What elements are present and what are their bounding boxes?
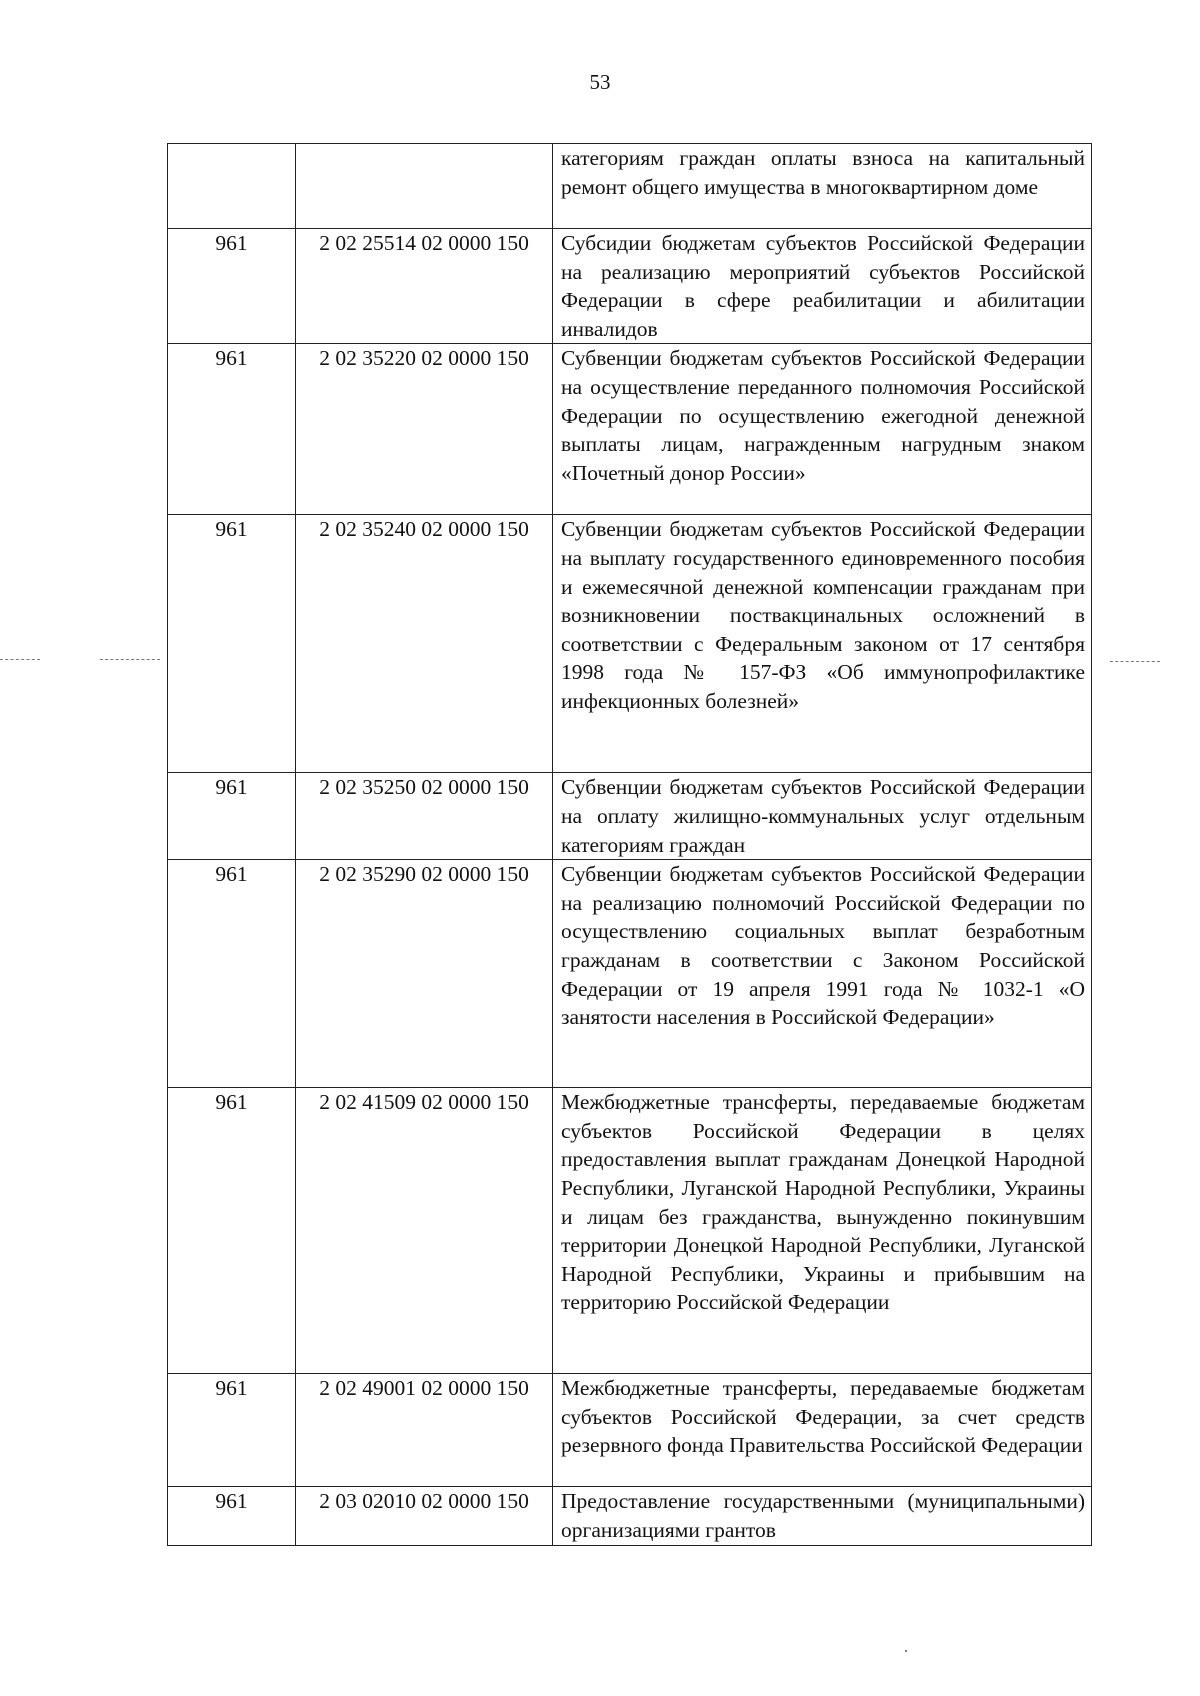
budget-code-cell: 2 02 35250 02 0000 150 (296, 773, 553, 860)
admin-code-cell: 961 (168, 229, 296, 344)
admin-code-cell: 961 (168, 344, 296, 515)
table-row (168, 860, 1092, 1088)
page-number: 53 (589, 70, 611, 94)
table-row (168, 1487, 1092, 1546)
table-row (168, 773, 1092, 860)
budget-code-cell: 2 02 41509 02 0000 150 (296, 1088, 553, 1374)
admin-code-cell: 961 (168, 860, 296, 1088)
budget-code-cell: 2 02 25514 02 0000 150 (296, 229, 553, 344)
admin-code-cell (168, 144, 296, 229)
table-row (168, 229, 1092, 344)
description-cell: Субвенции бюджетам субъектов Российской Федерации на реализацию полномочий Российской Федерации по осуществлению социальных выплат безработным гражданам в соответствии с Законом Российской Федерации от 19 апреля 1991 года № 1032-1 «О занятости населения в Российской Федерации» (553, 860, 1092, 1088)
budget-code-cell: 2 02 35240 02 0000 150 (296, 515, 553, 773)
admin-code-cell: 961 (168, 1487, 296, 1546)
budget-code-cell: 2 02 35220 02 0000 150 (296, 344, 553, 515)
description-cell: Субвенции бюджетам субъектов Российской Федерации на осуществление переданного полномочия Российской Федерации по осуществлению ежегодной денежной выплаты лицам, награжденным нагрудным знаком «Почетный донор России» (553, 344, 1092, 515)
table-row (168, 1088, 1092, 1374)
admin-code-cell: 961 (168, 515, 296, 773)
admin-code-cell: 961 (168, 1374, 296, 1487)
description-cell: категориям граждан оплаты взноса на капитальный ремонт общего имущества в многоквартирном доме (553, 144, 1092, 229)
table-row (168, 515, 1092, 773)
scan-fold-mark (100, 659, 160, 660)
admin-code-cell: 961 (168, 1088, 296, 1374)
description-cell: Предоставление государственными (муниципальными) организациями грантов (553, 1487, 1092, 1546)
table-row (168, 1374, 1092, 1487)
table-row (168, 344, 1092, 515)
admin-code-cell: 961 (168, 773, 296, 860)
scan-speck (905, 1650, 907, 1652)
budget-code-cell: 2 02 49001 02 0000 150 (296, 1374, 553, 1487)
budget-code-cell (296, 144, 553, 229)
description-cell: Межбюджетные трансферты, передаваемые бюджетам субъектов Российской Федерации, за счет средств резервного фонда Правительства Российской Федерации (553, 1374, 1092, 1487)
description-cell: Субсидии бюджетам субъектов Российской Федерации на реализацию мероприятий субъектов Российской Федерации в сфере реабилитации и абилитации инвалидов (553, 229, 1092, 344)
scan-fold-mark (0, 659, 40, 660)
description-cell: Субвенции бюджетам субъектов Российской Федерации на оплату жилищно-коммунальных услуг отдельным категориям граждан (553, 773, 1092, 860)
scan-fold-mark (1110, 661, 1160, 662)
table-row (168, 144, 1092, 229)
budget-code-cell: 2 03 02010 02 0000 150 (296, 1487, 553, 1546)
description-cell: Межбюджетные трансферты, передаваемые бюджетам субъектов Российской Федерации в целях предоставления выплат гражданам Донецкой Народной Республики, Луганской Народной Республики, Украины и лицам без гражданства, вынужденно покинувшим территории Донецкой Народной Республики, Луганской Народной Республики, Украины и прибывшим на территорию Российской Федерации (553, 1088, 1092, 1374)
description-cell: Субвенции бюджетам субъектов Российской Федерации на выплату государственного единовременного пособия и ежемесячной денежной компенсации гражданам при возникновении поствакцинальных осложнений в соответствии с Федеральным законом от 17 сентября 1998 года № 157-ФЗ «Об иммунопрофилактике инфекционных болезней» (553, 515, 1092, 773)
budget-classification-table (167, 143, 1092, 1546)
budget-code-cell: 2 02 35290 02 0000 150 (296, 860, 553, 1088)
